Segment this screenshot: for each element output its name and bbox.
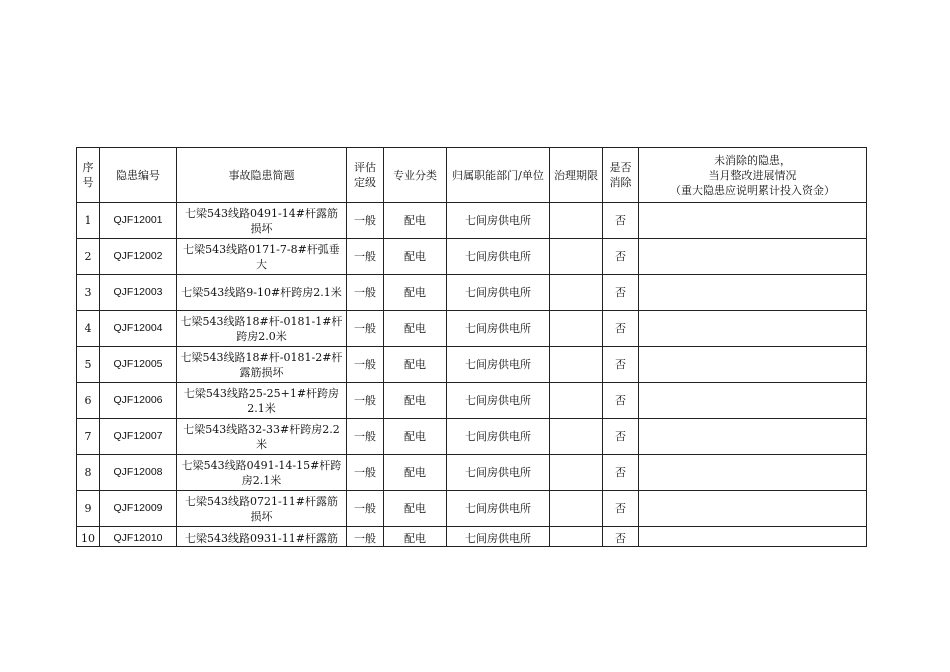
cell-cleared: 否 — [603, 203, 639, 239]
cell-cleared: 否 — [603, 419, 639, 455]
table-row — [77, 419, 867, 455]
header-progress-line2: 当月整改进展情况 — [708, 168, 797, 182]
table-row — [77, 275, 867, 311]
cell-desc: 七梁543线路9-10#杆跨房2.1米 — [177, 275, 347, 311]
header-deadline: 治理期限 — [550, 148, 603, 203]
cell-cleared: 否 — [603, 275, 639, 311]
table-row — [77, 239, 867, 275]
cell-progress — [639, 527, 867, 547]
cell-deadline — [550, 275, 603, 311]
header-progress-line1: 未消除的隐患， — [714, 153, 791, 167]
cell-seq: 2 — [77, 239, 100, 275]
cell-level: 一般 — [347, 275, 384, 311]
cell-dept: 七间房供电所 — [447, 527, 550, 547]
header-desc: 事故隐患简题 — [177, 148, 347, 203]
cell-category: 配电 — [384, 383, 447, 419]
cell-dept: 七间房供电所 — [447, 311, 550, 347]
cell-seq: 7 — [77, 419, 100, 455]
table-row — [77, 383, 867, 419]
cell-desc: 七梁543线路0491-14-15#杆跨房2.1米 — [177, 455, 347, 491]
cell-dept: 七间房供电所 — [447, 419, 550, 455]
cell-cleared: 否 — [603, 383, 639, 419]
cell-progress — [639, 455, 867, 491]
cell-deadline — [550, 491, 603, 527]
cell-cleared: 否 — [603, 455, 639, 491]
cell-level: 一般 — [347, 347, 384, 383]
cell-category: 配电 — [384, 347, 447, 383]
cell-seq: 9 — [77, 491, 100, 527]
table-row — [77, 527, 867, 547]
cell-seq: 4 — [77, 311, 100, 347]
cell-desc: 七梁543线路0931-11#杆露筋 — [177, 527, 347, 547]
cell-seq: 10 — [77, 527, 100, 547]
cell-cleared: 否 — [603, 311, 639, 347]
cell-code: QJF12008 — [100, 455, 177, 491]
hazard-table — [76, 147, 867, 547]
cell-desc: 七梁543线路25-25+1#杆跨房2.1米 — [177, 383, 347, 419]
cell-seq: 3 — [77, 275, 100, 311]
cell-category: 配电 — [384, 527, 447, 547]
cell-deadline — [550, 383, 603, 419]
cell-dept: 七间房供电所 — [447, 455, 550, 491]
cell-category: 配电 — [384, 491, 447, 527]
cell-cleared: 否 — [603, 347, 639, 383]
cell-dept: 七间房供电所 — [447, 275, 550, 311]
cell-code: QJF12005 — [100, 347, 177, 383]
cell-dept: 七间房供电所 — [447, 347, 550, 383]
header-progress-line3: （重大隐患应说明累计投入资金） — [670, 183, 835, 197]
cell-progress — [639, 419, 867, 455]
cell-progress — [639, 347, 867, 383]
header-category: 专业分类 — [384, 148, 447, 203]
cell-level: 一般 — [347, 203, 384, 239]
cell-seq: 5 — [77, 347, 100, 383]
cell-code: QJF12004 — [100, 311, 177, 347]
cell-category: 配电 — [384, 275, 447, 311]
cell-code: QJF12006 — [100, 383, 177, 419]
cell-desc: 七梁543线路0721-11#杆露筋损坏 — [177, 491, 347, 527]
cell-cleared: 否 — [603, 527, 639, 547]
cell-level: 一般 — [347, 527, 384, 547]
cell-cleared: 否 — [603, 239, 639, 275]
cell-category: 配电 — [384, 203, 447, 239]
cell-deadline — [550, 347, 603, 383]
cell-code: QJF12003 — [100, 275, 177, 311]
cell-level: 一般 — [347, 491, 384, 527]
cell-progress — [639, 203, 867, 239]
cell-deadline — [550, 203, 603, 239]
table-row — [77, 455, 867, 491]
cell-category: 配电 — [384, 419, 447, 455]
cell-seq: 8 — [77, 455, 100, 491]
cell-category: 配电 — [384, 311, 447, 347]
cell-level: 一般 — [347, 455, 384, 491]
cell-deadline — [550, 455, 603, 491]
header-seq: 序号 — [77, 148, 100, 203]
cell-deadline — [550, 419, 603, 455]
cell-seq: 1 — [77, 203, 100, 239]
cell-code: QJF12009 — [100, 491, 177, 527]
cell-code: QJF12002 — [100, 239, 177, 275]
header-cleared: 是否消除 — [603, 148, 639, 203]
cell-category: 配电 — [384, 239, 447, 275]
cell-dept: 七间房供电所 — [447, 203, 550, 239]
cell-desc: 七梁543线路18#杆-0181-1#杆跨房2.0米 — [177, 311, 347, 347]
table-row — [77, 491, 867, 527]
cell-dept: 七间房供电所 — [447, 239, 550, 275]
cell-dept: 七间房供电所 — [447, 383, 550, 419]
table-header-row — [77, 148, 867, 203]
cell-dept: 七间房供电所 — [447, 491, 550, 527]
cell-desc: 七梁543线路18#杆-0181-2#杆露筋损坏 — [177, 347, 347, 383]
table-row — [77, 347, 867, 383]
cell-progress — [639, 239, 867, 275]
cell-progress — [639, 275, 867, 311]
cell-code: QJF12001 — [100, 203, 177, 239]
cell-desc: 七梁543线路32-33#杆跨房2.2米 — [177, 419, 347, 455]
header-level: 评估定级 — [347, 148, 384, 203]
header-progress — [639, 148, 867, 203]
header-code: 隐患编号 — [100, 148, 177, 203]
cell-progress — [639, 383, 867, 419]
cell-level: 一般 — [347, 419, 384, 455]
cell-seq: 6 — [77, 383, 100, 419]
cell-desc: 七梁543线路0171-7-8#杆弧垂大 — [177, 239, 347, 275]
cell-progress — [639, 491, 867, 527]
cell-code: QJF12007 — [100, 419, 177, 455]
cell-progress — [639, 311, 867, 347]
cell-deadline — [550, 239, 603, 275]
table-row — [77, 311, 867, 347]
cell-deadline — [550, 527, 603, 547]
cell-level: 一般 — [347, 311, 384, 347]
cell-category: 配电 — [384, 455, 447, 491]
header-dept: 归属职能部门/单位 — [447, 148, 550, 203]
cell-code: QJF12010 — [100, 527, 177, 547]
cell-desc: 七梁543线路0491-14#杆露筋损坏 — [177, 203, 347, 239]
cell-deadline — [550, 311, 603, 347]
cell-cleared: 否 — [603, 491, 639, 527]
cell-level: 一般 — [347, 239, 384, 275]
cell-level: 一般 — [347, 383, 384, 419]
table-row — [77, 203, 867, 239]
